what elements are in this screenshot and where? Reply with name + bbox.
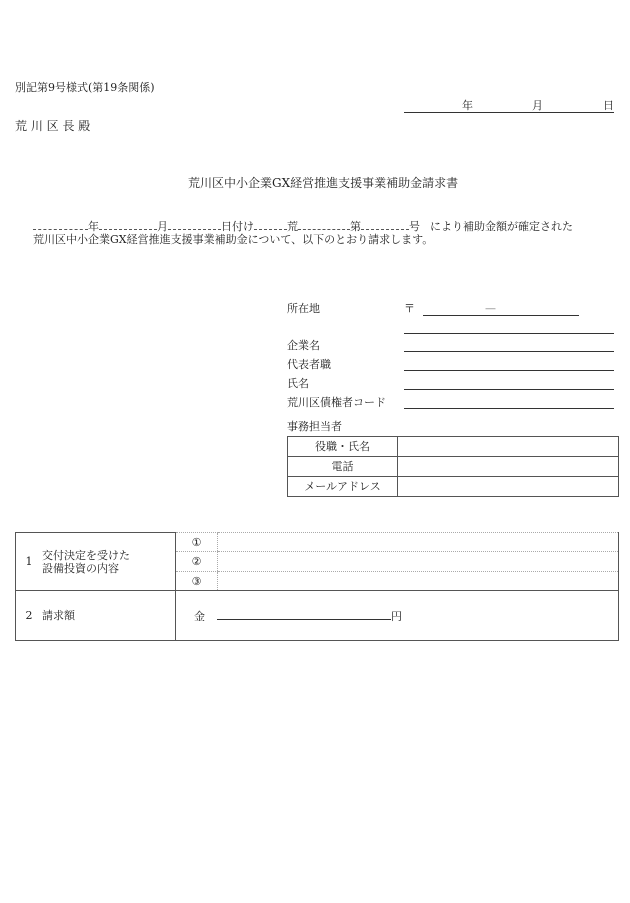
amount-suffix: 円: [391, 610, 402, 623]
creditor-code-label: 荒川区債権者コード: [287, 396, 386, 409]
item-marker-3: ③: [176, 572, 218, 591]
dated-label: 日付け: [221, 220, 254, 233]
ara-label: 荒: [287, 220, 298, 233]
date-field[interactable]: [404, 112, 614, 113]
dai-label: 第: [350, 220, 361, 233]
row-number-1: 1: [25, 555, 33, 568]
decision-month-field[interactable]: [99, 219, 157, 230]
item-marker-2: ②: [176, 552, 218, 572]
item-marker-1: ①: [176, 533, 218, 552]
postal-code-field[interactable]: [423, 315, 579, 316]
staff-heading: 事務担当者: [287, 420, 342, 433]
row-number-2: 2: [25, 609, 33, 622]
staff-table: [287, 436, 619, 497]
company-label: 企業名: [287, 339, 320, 352]
decision-prefix-field[interactable]: [254, 219, 287, 230]
intro-tail: により補助金額が確定された: [430, 220, 573, 233]
date-month-label: 月: [532, 99, 543, 112]
rep-title-field[interactable]: [404, 370, 614, 371]
name-field[interactable]: [404, 389, 614, 390]
claim-amount-cell: [176, 591, 619, 641]
intro-line-1: [33, 219, 573, 233]
decision-code-field[interactable]: [298, 219, 350, 230]
month-label: 月: [157, 220, 168, 233]
investment-label-cell: [16, 533, 176, 591]
creditor-code-field[interactable]: [404, 408, 614, 409]
staff-phone-field[interactable]: [398, 457, 619, 477]
decision-day-field[interactable]: [168, 219, 221, 230]
investment-item-2-field[interactable]: [218, 552, 619, 572]
staff-title-name-field[interactable]: [398, 437, 619, 457]
decision-year-field[interactable]: [33, 219, 88, 230]
staff-email-label: メールアドレス: [288, 477, 398, 497]
claim-table: [15, 532, 619, 641]
document-title: 荒川区中小企業GX経営推進支援事業補助金請求書: [188, 176, 459, 190]
postal-mark: 〒: [404, 302, 415, 315]
date-year-label: 年: [462, 99, 473, 112]
claim-amount-label-cell: [16, 591, 176, 641]
date-day-label: 日: [603, 99, 614, 112]
investment-item-3-field[interactable]: [218, 572, 619, 591]
staff-email-field[interactable]: [398, 477, 619, 497]
year-label: 年: [88, 220, 99, 233]
claim-amount-label: 請求額: [42, 609, 75, 622]
go-label: 号: [409, 220, 420, 233]
name-label: 氏名: [287, 377, 309, 390]
rep-title-label: 代表者職: [287, 358, 331, 371]
investment-label-1: 交付決定を受けた: [42, 548, 130, 562]
intro-line-2: 荒川区中小企業GX経営推進支援事業補助金について、以下のとおり請求します。: [33, 233, 434, 246]
investment-label-2: 設備投資の内容: [42, 561, 119, 575]
claim-amount-field[interactable]: [217, 608, 391, 620]
investment-item-1-field[interactable]: [218, 533, 619, 552]
amount-prefix: 金: [194, 610, 205, 623]
addressee: 荒 川 区 長 殿: [15, 119, 91, 133]
decision-number-field[interactable]: [361, 219, 409, 230]
staff-title-name-label: 役職・氏名: [288, 437, 398, 457]
address-label: 所在地: [287, 302, 320, 315]
address-field[interactable]: [404, 333, 614, 334]
postal-dash: —: [485, 302, 496, 315]
form-number: 別記第9号様式(第19条関係): [15, 81, 155, 94]
company-field[interactable]: [404, 351, 614, 352]
staff-phone-label: 電話: [288, 457, 398, 477]
